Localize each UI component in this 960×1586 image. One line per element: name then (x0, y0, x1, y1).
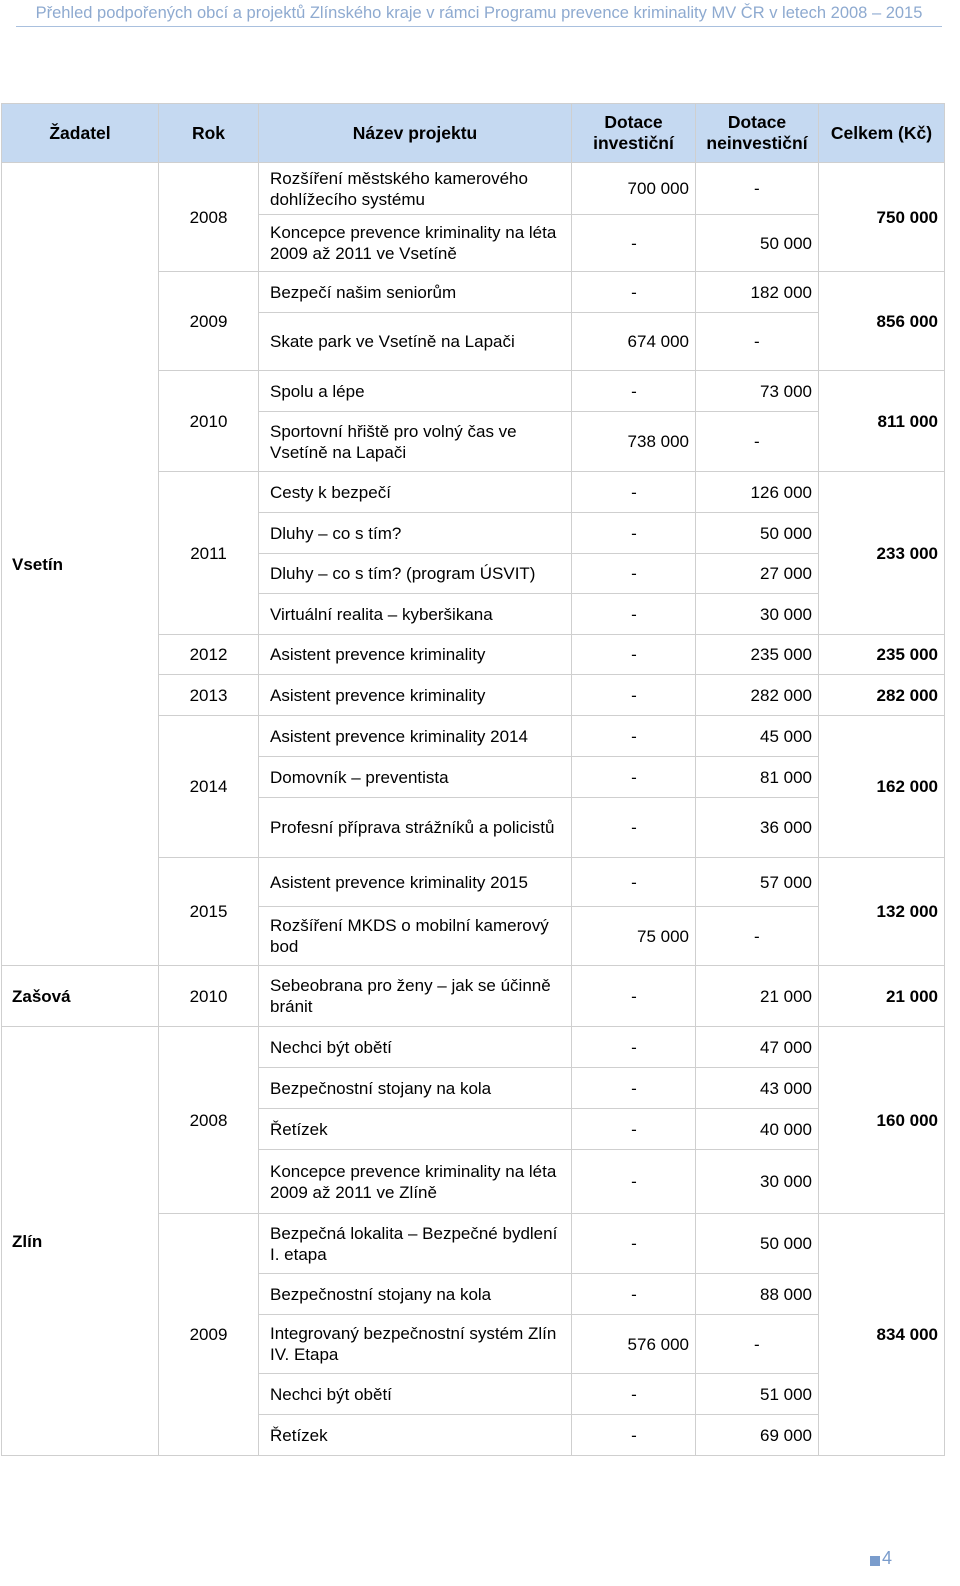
cell-rok: 2012 (159, 635, 259, 675)
cell-nazev-projektu: Řetízek (259, 1415, 572, 1456)
projects-table (1, 103, 945, 1456)
cell-nazev-projektu: Bezpečná lokalita – Bezpečné bydlení I. etapa (259, 1214, 572, 1274)
cell-dotace-neinvesticni: 88 000 (696, 1274, 819, 1315)
cell-dotace-investicni: 75 000 (572, 907, 696, 966)
cell-dotace-investicni: - (572, 1068, 696, 1109)
cell-dotace-neinvesticni: 45 000 (696, 716, 819, 757)
cell-nazev-projektu: Řetízek (259, 1109, 572, 1150)
table-row (2, 1027, 945, 1068)
cell-rok: 2014 (159, 716, 259, 858)
cell-nazev-projektu: Bezpečnostní stojany na kola (259, 1068, 572, 1109)
cell-celkem: 162 000 (819, 716, 945, 858)
cell-dotace-investicni: 738 000 (572, 412, 696, 472)
cell-dotace-investicni: - (572, 513, 696, 554)
cell-nazev-projektu: Skate park ve Vsetíně na Lapači (259, 313, 572, 371)
cell-dotace-investicni: - (572, 675, 696, 716)
cell-nazev-projektu: Koncepce prevence kriminality na léta 2009 až 2011 ve Zlíně (259, 1150, 572, 1214)
cell-dotace-neinvesticni: 182 000 (696, 272, 819, 313)
page-number (870, 1548, 892, 1569)
cell-dotace-investicni: - (572, 371, 696, 412)
cell-nazev-projektu: Sportovní hřiště pro volný čas ve Vsetíně na Lapači (259, 412, 572, 472)
cell-rok: 2008 (159, 1027, 259, 1214)
cell-celkem: 21 000 (819, 966, 945, 1027)
cell-dotace-neinvesticni: 81 000 (696, 757, 819, 798)
cell-dotace-investicni: - (572, 757, 696, 798)
cell-dotace-investicni: - (572, 272, 696, 313)
cell-nazev-projektu: Domovník – preventista (259, 757, 572, 798)
cell-dotace-investicni: - (572, 215, 696, 272)
cell-dotace-neinvesticni: 69 000 (696, 1415, 819, 1456)
cell-dotace-neinvesticni: 282 000 (696, 675, 819, 716)
col-header-rok: Rok (159, 104, 259, 163)
cell-dotace-neinvesticni: 73 000 (696, 371, 819, 412)
cell-nazev-projektu: Dluhy – co s tím? (program ÚSVIT) (259, 554, 572, 594)
cell-nazev-projektu: Nechci být obětí (259, 1374, 572, 1415)
table-header-row (2, 104, 945, 163)
cell-nazev-projektu: Integrovaný bezpečnostní systém Zlín IV. Etapa (259, 1315, 572, 1374)
cell-dotace-neinvesticni: - (696, 412, 819, 472)
cell-nazev-projektu: Virtuální realita – kyberšikana (259, 594, 572, 635)
col-header-zadatel: Žadatel (2, 104, 159, 163)
cell-celkem: 856 000 (819, 272, 945, 371)
cell-dotace-investicni: 576 000 (572, 1315, 696, 1374)
cell-dotace-neinvesticni: 51 000 (696, 1374, 819, 1415)
cell-celkem: 811 000 (819, 371, 945, 472)
cell-dotace-neinvesticni: 50 000 (696, 215, 819, 272)
cell-dotace-neinvesticni: - (696, 1315, 819, 1374)
cell-dotace-investicni: - (572, 716, 696, 757)
cell-dotace-neinvesticni: - (696, 907, 819, 966)
cell-nazev-projektu: Bezpečnostní stojany na kola (259, 1274, 572, 1315)
cell-dotace-investicni: - (572, 472, 696, 513)
cell-dotace-investicni: - (572, 1214, 696, 1274)
col-header-celkem: Celkem (Kč) (819, 104, 945, 163)
cell-dotace-neinvesticni: 43 000 (696, 1068, 819, 1109)
cell-celkem: 132 000 (819, 858, 945, 966)
cell-nazev-projektu: Spolu a lépe (259, 371, 572, 412)
cell-dotace-neinvesticni: 235 000 (696, 635, 819, 675)
header-title: Přehled podpořených obcí a projektů Zlínského kraje v rámci Programu prevence kriminality MV ČR v letech 2008 – 2015 (35, 4, 923, 22)
document-header (16, 2, 942, 27)
cell-dotace-investicni: 674 000 (572, 313, 696, 371)
cell-nazev-projektu: Rozšíření městského kamerového dohlížecího systému (259, 163, 572, 215)
cell-celkem: 750 000 (819, 163, 945, 272)
page-marker-icon (870, 1556, 880, 1566)
cell-nazev-projektu: Bezpečí našim seniorům (259, 272, 572, 313)
cell-dotace-investicni: - (572, 554, 696, 594)
cell-nazev-projektu: Koncepce prevence kriminality na léta 2009 až 2011 ve Vsetíně (259, 215, 572, 272)
cell-rok: 2015 (159, 858, 259, 966)
table-row (2, 966, 945, 1027)
cell-dotace-investicni: - (572, 1027, 696, 1068)
cell-dotace-investicni: - (572, 635, 696, 675)
cell-dotace-investicni: 700 000 (572, 163, 696, 215)
cell-rok: 2009 (159, 1214, 259, 1456)
cell-nazev-projektu: Asistent prevence kriminality 2014 (259, 716, 572, 757)
cell-dotace-investicni: - (572, 798, 696, 858)
cell-dotace-neinvesticni: 50 000 (696, 513, 819, 554)
cell-dotace-investicni: - (572, 1374, 696, 1415)
cell-dotace-neinvesticni: 40 000 (696, 1109, 819, 1150)
cell-nazev-projektu: Rozšíření MKDS o mobilní kamerový bod (259, 907, 572, 966)
cell-celkem: 233 000 (819, 472, 945, 635)
cell-dotace-investicni: - (572, 966, 696, 1027)
table-row (2, 163, 945, 215)
cell-dotace-neinvesticni: 36 000 (696, 798, 819, 858)
page-number-label: 4 (882, 1548, 893, 1568)
cell-dotace-investicni: - (572, 858, 696, 907)
cell-dotace-neinvesticni: - (696, 313, 819, 371)
cell-nazev-projektu: Sebeobrana pro ženy – jak se účinně bránit (259, 966, 572, 1027)
cell-dotace-neinvesticni: 47 000 (696, 1027, 819, 1068)
cell-zadatel: Vsetín (2, 163, 159, 966)
cell-dotace-neinvesticni: 126 000 (696, 472, 819, 513)
cell-dotace-investicni: - (572, 1150, 696, 1214)
cell-rok: 2013 (159, 675, 259, 716)
col-header-dotace-investicni: Dotace investiční (572, 104, 696, 163)
col-header-dotace-neinvesticni: Dotace neinvestiční (696, 104, 819, 163)
cell-rok: 2011 (159, 472, 259, 635)
cell-zadatel: Zašová (2, 966, 159, 1027)
cell-zadatel: Zlín (2, 1027, 159, 1456)
cell-dotace-neinvesticni: 21 000 (696, 966, 819, 1027)
cell-dotace-neinvesticni: - (696, 163, 819, 215)
cell-rok: 2008 (159, 163, 259, 272)
cell-dotace-investicni: - (572, 1415, 696, 1456)
cell-nazev-projektu: Asistent prevence kriminality (259, 635, 572, 675)
cell-nazev-projektu: Asistent prevence kriminality 2015 (259, 858, 572, 907)
cell-nazev-projektu: Nechci být obětí (259, 1027, 572, 1068)
cell-rok: 2009 (159, 272, 259, 371)
cell-dotace-neinvesticni: 50 000 (696, 1214, 819, 1274)
cell-rok: 2010 (159, 371, 259, 472)
cell-celkem: 160 000 (819, 1027, 945, 1214)
cell-dotace-neinvesticni: 30 000 (696, 1150, 819, 1214)
cell-celkem: 834 000 (819, 1214, 945, 1456)
cell-dotace-investicni: - (572, 1274, 696, 1315)
cell-nazev-projektu: Dluhy – co s tím? (259, 513, 572, 554)
cell-nazev-projektu: Cesty k bezpečí (259, 472, 572, 513)
cell-dotace-neinvesticni: 57 000 (696, 858, 819, 907)
col-header-nazev: Název projektu (259, 104, 572, 163)
cell-celkem: 282 000 (819, 675, 945, 716)
cell-rok: 2010 (159, 966, 259, 1027)
cell-dotace-neinvesticni: 27 000 (696, 554, 819, 594)
cell-dotace-investicni: - (572, 1109, 696, 1150)
cell-nazev-projektu: Asistent prevence kriminality (259, 675, 572, 716)
cell-dotace-neinvesticni: 30 000 (696, 594, 819, 635)
cell-celkem: 235 000 (819, 635, 945, 675)
cell-nazev-projektu: Profesní příprava strážníků a policistů (259, 798, 572, 858)
cell-dotace-investicni: - (572, 594, 696, 635)
